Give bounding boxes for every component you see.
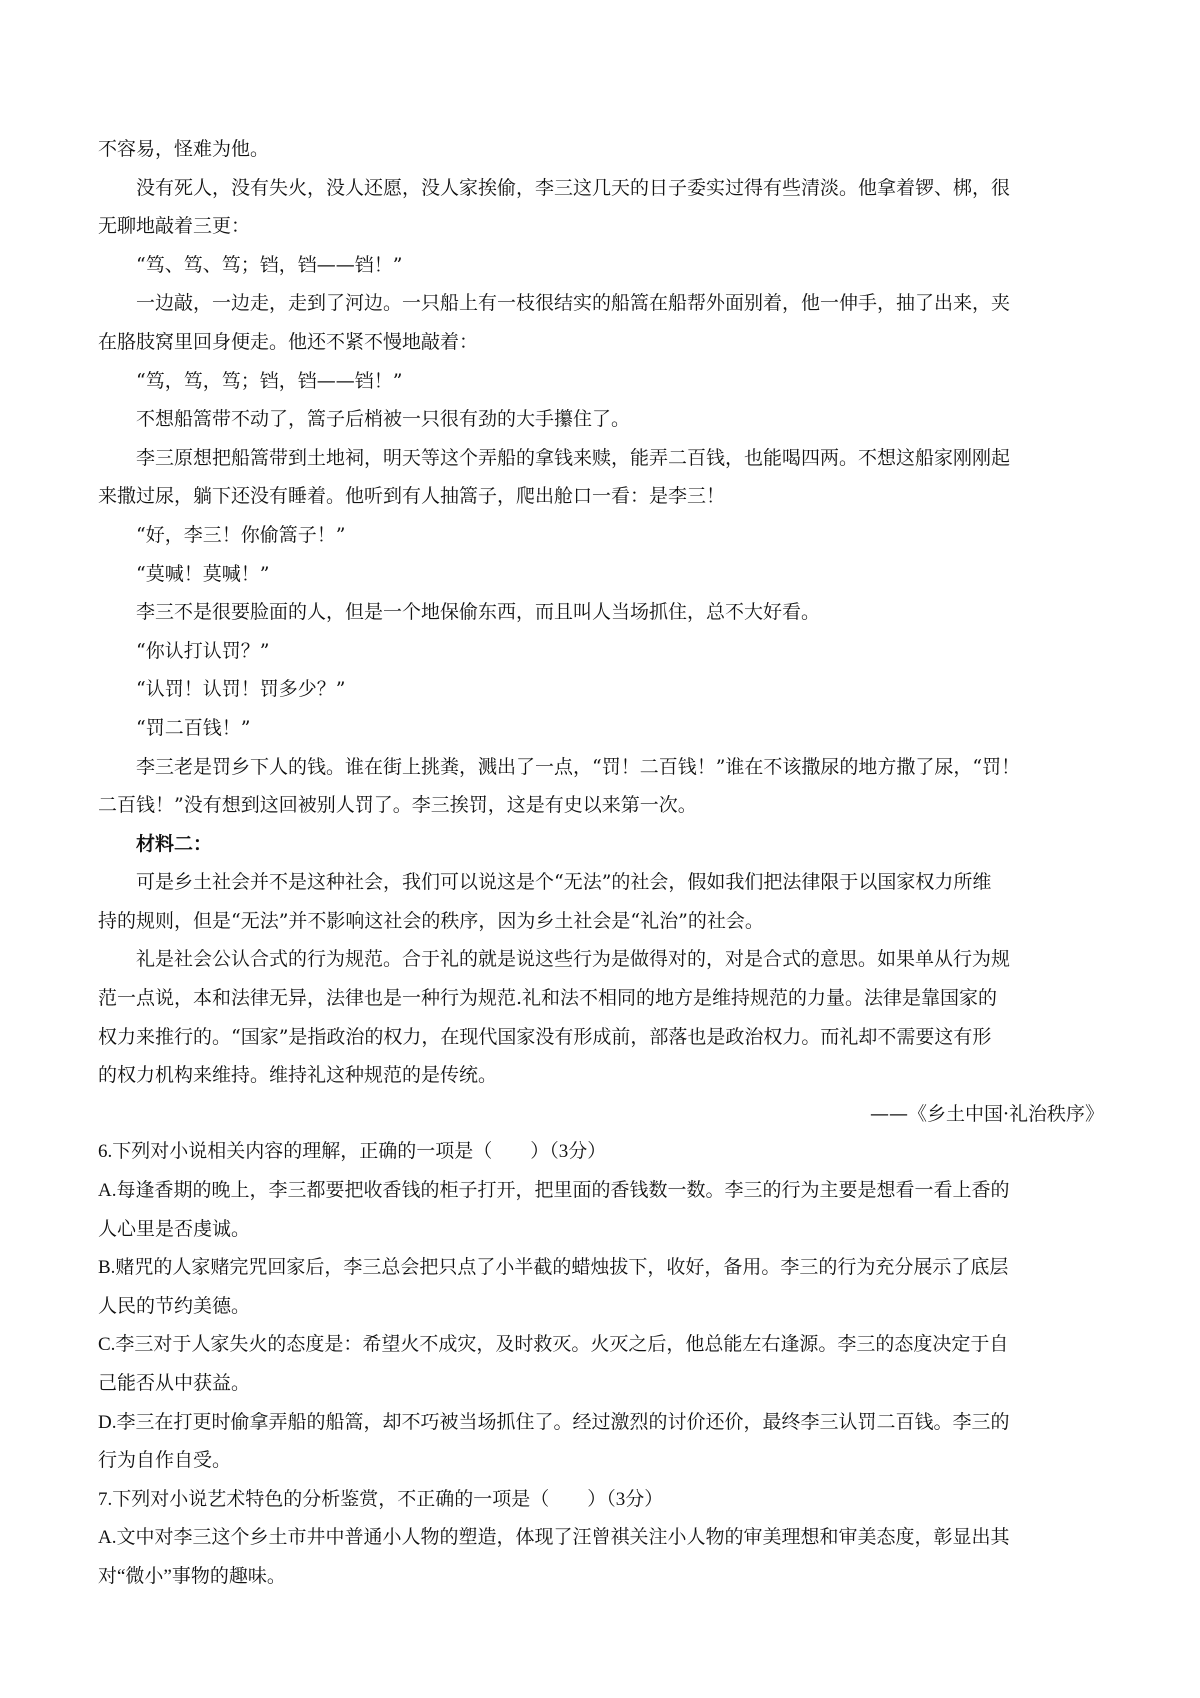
document-body: [98, 130, 1108, 1597]
source-citation: ——《乡土中国·礼治秩序》: [869, 1102, 1104, 1125]
question-line: A.文中对李三这个乡土市井中普通小人物的塑造，体现了汪曾祺关注小人物的审美理想和审美态度，彰显出其: [98, 1527, 1010, 1549]
text-line: 可是乡土社会并不是这种社会，我们可以说这是个“无法”的社会，假如我们把法律限于以国家权力所维: [136, 871, 992, 894]
text-line: 无聊地敲着三更：: [98, 215, 251, 238]
text-line: 李三老是罚乡下人的钱。谁在街上挑粪，溅出了一点，“罚！二百钱！”谁在不该撒尿的地方撒了尿，“罚！: [136, 755, 1021, 778]
question-line: C.李三对于人家失火的态度是：希望火不成灾，及时救灭。火灭之后，他总能左右逢源。李三的态度决定于自: [98, 1334, 1009, 1356]
text-line: 来撒过尿，躺下还没有睡着。他听到有人抽篙子，爬出舱口一看：是李三！: [98, 485, 726, 508]
text-line: 的权力机构来维持。维持礼这种规范的是传统。: [98, 1064, 498, 1087]
text-line: 李三原想把船篙带到土地祠，明天等这个弄船的拿钱来赎，能弄二百钱，也能喝四两。不想这船家刚刚起: [136, 446, 1011, 469]
text-line: “好，李三！你偷篙子！”: [136, 523, 346, 546]
text-line: 一边敲，一边走，走到了河边。一只船上有一枝很结实的船篙在船帮外面别着，他一伸手，抽了出来，夹: [136, 292, 1011, 315]
text-line: “罚二百钱！”: [136, 716, 251, 739]
question-line: B.赌咒的人家赌完咒回家后，李三总会把只点了小半截的蜡烛拔下，收好，备用。李三的行为充分展示了底层: [98, 1257, 1009, 1279]
text-line: 不容易，怪难为他。: [98, 138, 270, 160]
section-heading: 材料二：: [136, 832, 213, 855]
text-line: “莫喊！莫喊！”: [136, 562, 270, 585]
text-line: 持的规则，但是“无法”并不影响这社会的秩序，因为乡土社会是“礼治”的社会。: [98, 909, 764, 932]
question-line: 行为自作自受。: [98, 1450, 232, 1472]
question-line: A.每逢香期的晚上，李三都要把收香钱的柜子打开，把里面的香钱数一数。李三的行为主要是想看一看上香的: [98, 1180, 1010, 1202]
question-line: 人民的节约美德。: [98, 1295, 251, 1317]
question-line: 6.下列对小说相关内容的理解，正确的一项是（ ）（3分）: [98, 1141, 607, 1163]
question-line: 人心里是否虔诚。: [98, 1218, 251, 1240]
text-line: 礼是社会公认合式的行为规范。合于礼的就是说这些行为是做得对的，对是合式的意思。如果单从行为规: [136, 948, 1011, 971]
question-line: 7.下列对小说艺术特色的分析鉴赏，不正确的一项是（ ）（3分）: [98, 1488, 664, 1510]
text-line: 没有死人，没有失火，没人还愿，没人家挨偷，李三这几天的日子委实过得有些清淡。他拿着锣、梆，很: [136, 176, 1011, 199]
text-line: “笃，笃，笃；铛，铛——铛！”: [136, 369, 403, 392]
question-line: 对“微小”事物的趣味。: [98, 1565, 286, 1587]
text-line: 李三不是很要脸面的人，但是一个地保偷东西，而且叫人当场抓住，总不大好看。: [136, 601, 821, 624]
text-line: “笃、笃、笃；铛，铛——铛！”: [136, 253, 403, 276]
text-line: 不想船篙带不动了，篙子后梢被一只很有劲的大手攥住了。: [136, 408, 631, 431]
text-line: 范一点说，本和法律无异，法律也是一种行为规范.礼和法不相同的地方是维持规范的力量。法律是靠国家的: [98, 987, 998, 1010]
question-line: 己能否从中获益。: [98, 1373, 251, 1394]
question-line: D.李三在打更时偷拿弄船的船篙，却不巧被当场抓住了。经过激烈的讨价还价，最终李三认罚二百钱。李三的: [98, 1411, 1010, 1433]
text-line: 在胳肢窝里回身便走。他还不紧不慢地敲着：: [98, 330, 479, 353]
text-line: 二百钱！”没有想到这回被别人罚了。李三挨罚，这是有史以来第一次。: [98, 794, 697, 817]
text-line: “认罚！认罚！罚多少？”: [136, 678, 346, 701]
text-line: 权力来推行的。“国家”是指政治的权力，在现代国家没有形成前，部落也是政治权力。而礼却不需要这有形: [98, 1025, 992, 1048]
text-line: “你认打认罚？”: [136, 639, 270, 662]
